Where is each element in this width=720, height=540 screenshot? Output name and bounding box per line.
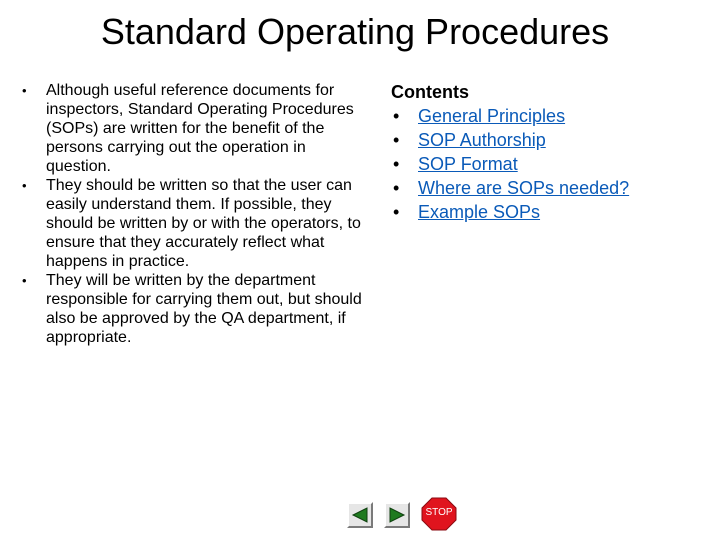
stop-button[interactable]	[421, 497, 457, 531]
contents-bullet: •	[393, 130, 400, 150]
right-arrow-icon	[388, 506, 406, 524]
bullet-text: They should be written so that the user can easily understand them. If possible, they should be written by or with the operators, to ensure that they accurately reflect what happens in practice.	[46, 177, 361, 270]
bullet-marker: •	[22, 178, 27, 193]
bullet-list	[18, 81, 363, 347]
contents-item	[391, 152, 711, 176]
contents-bullet: •	[393, 154, 400, 174]
bullet-text: Although useful reference documents for inspectors, Standard Operating Procedures (SOPs) are written for the benefit of the persons carrying out the operation in question.	[46, 82, 354, 175]
left-arrow-icon	[351, 506, 369, 524]
bullet-item	[18, 176, 363, 271]
contents-list	[391, 104, 711, 224]
contents-item	[391, 176, 711, 200]
previous-slide-button[interactable]	[347, 502, 373, 528]
link-general-principles[interactable]: General Principles	[418, 106, 566, 126]
bullet-marker: •	[22, 83, 27, 98]
contents-item	[391, 200, 711, 224]
bullet-item	[18, 81, 363, 176]
bullet-item	[18, 271, 363, 347]
contents-panel	[391, 80, 711, 224]
contents-bullet: •	[393, 106, 400, 126]
contents-item	[391, 104, 711, 128]
slide-title: Standard Operating Procedures	[100, 11, 610, 52]
next-slide-button[interactable]	[384, 502, 410, 528]
contents-bullet: •	[393, 202, 400, 222]
stop-label: STOP	[425, 507, 453, 518]
link-where-are-sops-needed[interactable]: Where are SOPs needed?	[418, 178, 630, 198]
contents-heading: Contents	[391, 82, 469, 102]
bullet-marker: •	[22, 273, 27, 288]
contents-item	[391, 128, 711, 152]
link-sop-authorship[interactable]: SOP Authorship	[418, 130, 546, 150]
contents-bullet: •	[393, 178, 400, 198]
link-example-sops[interactable]: Example SOPs	[418, 202, 541, 222]
link-sop-format[interactable]: SOP Format	[418, 154, 518, 174]
bullet-text: They will be written by the department responsible for carrying them out, but should also be approved by the QA department, if appropriate.	[46, 272, 362, 346]
